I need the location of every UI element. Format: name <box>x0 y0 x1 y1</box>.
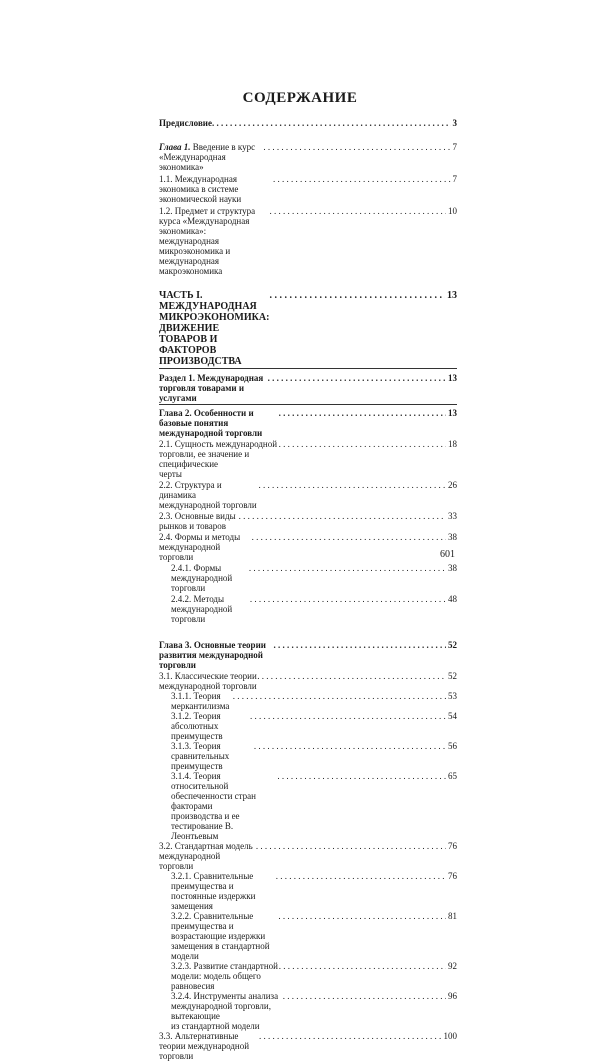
chapter-label: Глава 1. <box>159 142 191 152</box>
toc-entry <box>159 640 457 670</box>
toc-entry-page: 38 <box>448 532 457 542</box>
toc-entry-page: 10 <box>448 206 457 216</box>
toc-entry-page: 100 <box>443 1031 457 1041</box>
toc-entry-page: 96 <box>448 991 457 1001</box>
toc-entry-title: 3.1.3. Теория сравнительных преимуществ <box>171 741 230 771</box>
toc-entry-page: 56 <box>448 741 457 751</box>
toc-entry-title: 1.1. Международная экономика в системе экономической науки <box>159 174 242 204</box>
toc-entry-page: 13 <box>447 290 457 301</box>
toc-entry <box>159 206 457 276</box>
toc-entry <box>159 741 457 771</box>
leader-dots <box>273 640 446 650</box>
toc-entry <box>159 961 457 991</box>
page-number: 601 <box>440 549 455 560</box>
leader-dots <box>254 741 446 751</box>
toc-entry <box>159 841 457 871</box>
toc-entry-page: 81 <box>448 911 457 921</box>
leader-dots <box>273 174 451 184</box>
leader-dots <box>259 480 446 490</box>
toc-entry-title: 3.1.1. Теория меркантилизма <box>171 691 230 711</box>
leader-dots <box>252 532 446 542</box>
toc-entry-title: 2.4.1. Формы международной торговли <box>171 563 233 593</box>
toc-entry-page: 3 <box>452 118 457 128</box>
toc-entry <box>159 532 457 562</box>
leader-dots <box>283 991 446 1001</box>
toc-entry <box>159 373 457 405</box>
toc-entry-page: 54 <box>448 711 457 721</box>
toc-entry <box>159 871 457 911</box>
toc-entry-page: 33 <box>448 511 457 521</box>
toc-entry-title: 3.1.2. Теория абсолютных преимуществ <box>171 711 223 741</box>
toc-entry-title: 2.3. Основные виды рынков и товаров <box>159 511 236 531</box>
toc-entry-page: 7 <box>452 142 457 152</box>
leader-dots <box>276 871 446 881</box>
toc-entry-page: 53 <box>448 691 457 701</box>
toc-entry <box>159 991 457 1031</box>
toc-entry-title: 3.2.1. Сравнительные преимущества и постоянные издержки замещения <box>171 871 256 911</box>
toc-entry-title: ЧАСТЬ I. МЕЖДУНАРОДНАЯ МИКРОЭКОНОМИКА: ДВИЖЕНИЕ ТОВАРОВ И ФАКТОРОВ ПРОИЗВОДСТВА <box>159 290 270 367</box>
leader-dots <box>233 691 446 701</box>
toc-entry-title: 2.2. Структура и динамика международной торговли <box>159 480 257 510</box>
toc-entry <box>159 118 457 128</box>
toc-entry <box>159 671 457 691</box>
toc-entry <box>159 563 457 593</box>
toc-entry-title: 3.2.2. Сравнительные преимущества и возрастающие издержки замещения в стандартной модели <box>171 911 270 961</box>
leader-dots <box>249 563 446 573</box>
leader-dots <box>278 911 446 921</box>
toc-entry-page: 18 <box>448 439 457 449</box>
leader-dots <box>256 841 446 851</box>
toc-entry-page: 76 <box>448 871 457 881</box>
toc-entry-title: 3.1.4. Теория относительной обеспеченности стран факторами производства и ее тестирование В. Леонтьевым <box>171 771 256 841</box>
toc-entry-title: Глава 3. Основные теории развития международной торговли <box>159 640 266 670</box>
toc-entry-page: 38 <box>448 563 457 573</box>
leader-dots <box>269 290 445 301</box>
toc-entry <box>159 911 457 961</box>
toc-entry-page: 13 <box>448 373 457 383</box>
toc-entry-title: 2.4.2. Методы международной торговли <box>171 594 233 624</box>
toc-entry <box>159 142 457 172</box>
toc-entry-title: Предисловие <box>159 118 212 128</box>
toc-entry-title: 3.2.4. Инструменты анализа международной торговли, вытекающие из стандартной модели <box>171 991 279 1031</box>
toc-entry <box>159 290 457 369</box>
toc-entry <box>159 711 457 741</box>
toc-entry <box>159 771 457 841</box>
toc-entry-page: 76 <box>448 841 457 851</box>
leader-dots <box>279 439 446 449</box>
leader-dots <box>279 961 446 971</box>
page-title: СОДЕРЖАНИЕ <box>242 90 358 106</box>
toc-entry <box>159 511 457 531</box>
toc-entry-title: 2.4. Формы и методы международной торговли <box>159 532 241 562</box>
leader-dots <box>268 373 446 383</box>
toc-entry-page: 52 <box>448 671 457 681</box>
toc-entry-page: 65 <box>448 771 457 781</box>
toc-entry-title: 3.1. Классические теории международной торговли <box>159 671 257 691</box>
toc-entry <box>159 594 457 624</box>
leader-dots <box>263 142 450 152</box>
leader-dots <box>257 671 446 681</box>
toc-entry-title: 3.2. Стандартная модель международной торговли <box>159 841 253 871</box>
toc-entry-page: 92 <box>448 961 457 971</box>
toc-entry <box>159 408 457 438</box>
leader-dots <box>279 408 446 418</box>
toc-entry-title: 2.1. Сущность международной торговли, ее значение и специфические черты <box>159 439 278 479</box>
toc-entry-title: 3.3. Альтернативные теории международной торговли <box>159 1031 250 1061</box>
toc-entry-title: Глава 2. Особенности и базовые понятия международной торговли <box>159 408 263 438</box>
leader-dots <box>250 594 446 604</box>
toc-entry <box>159 174 457 204</box>
leader-dots <box>212 118 451 128</box>
leader-dots <box>259 1031 442 1041</box>
toc-entry-page: 7 <box>452 174 457 184</box>
table-of-contents <box>159 118 457 1061</box>
toc-entry-title: 1.2. Предмет и структура курса «Международная экономика»: международная микроэкономика и международная макроэкономика <box>159 206 256 276</box>
toc-entry <box>159 1031 457 1061</box>
leader-dots <box>270 206 446 216</box>
toc-entry-title: 3.2.3. Развитие стандартной модели: модель общего равновесия <box>171 961 278 991</box>
toc-entry-title: Раздел 1. Международная торговля товарами и услугами <box>159 373 264 403</box>
leader-dots <box>239 511 446 521</box>
toc-entry <box>159 691 457 711</box>
toc-entry-page: 52 <box>448 640 457 650</box>
toc-entry-page: 48 <box>448 594 457 604</box>
toc-entry-page: 26 <box>448 480 457 490</box>
toc-entry-title: Глава 1. Введение в курс «Международная экономика» <box>159 142 256 172</box>
leader-dots <box>277 771 446 781</box>
toc-entry <box>159 480 457 510</box>
leader-dots <box>250 711 446 721</box>
toc-entry-page: 13 <box>448 408 457 418</box>
toc-entry <box>159 439 457 479</box>
